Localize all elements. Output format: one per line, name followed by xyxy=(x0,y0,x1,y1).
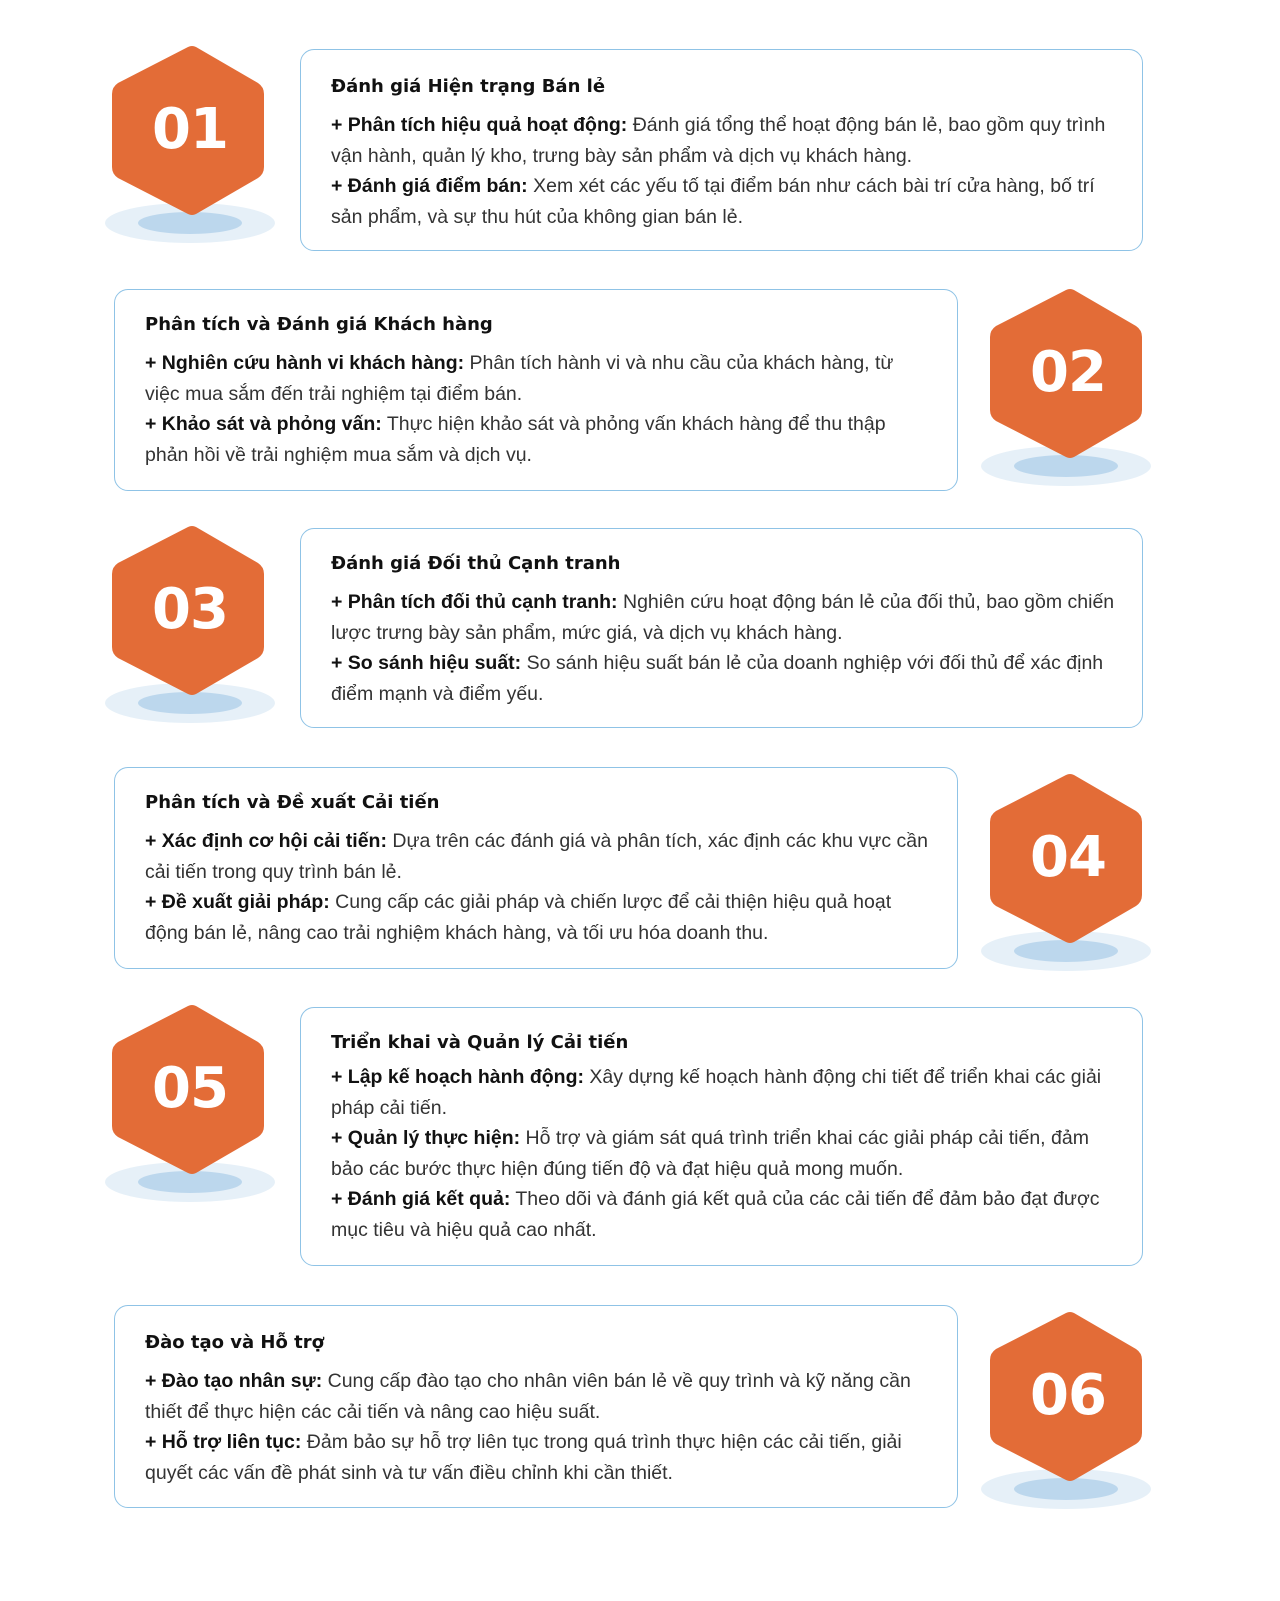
step-item xyxy=(331,1184,1102,1245)
item-text: Dựa trên các đánh giá và phân tích, xác định các khu vực cần cải tiến trong quy trình bán lẻ. xyxy=(145,830,928,883)
item-text: So sánh hiệu suất bán lẻ của doanh nghiệp với đối thủ để xác định điểm mạnh và điểm yếu. xyxy=(331,652,1104,705)
step-04-card xyxy=(114,767,958,969)
step-03-card xyxy=(300,528,1143,728)
item-label: + Đánh giá kết quả: xyxy=(331,1188,511,1210)
step-number: 03 xyxy=(152,577,228,642)
item-text: Nghiên cứu hoạt động bán lẻ của đối thủ, bao gồm chiến lược trưng bày sản phẩm, mức giá, và dịch vụ khách hàng. xyxy=(331,591,1115,644)
step-number: 05 xyxy=(152,1056,228,1121)
step-number: 02 xyxy=(1030,340,1106,405)
item-label: + Hỗ trợ liên tục: xyxy=(145,1431,302,1453)
step-05-badge xyxy=(104,1004,284,1204)
item-text: Thực hiện khảo sát và phỏng vấn khách hàng để thu thập phản hồi về trải nghiệm mua sắm và dịch vụ. xyxy=(145,413,886,466)
item-text: Đảm bảo sự hỗ trợ liên tục trong quá trình thực hiện các cải tiến, giải quyết các vấn đề phát sinh và tư vấn điều chỉnh khi cần thiết. xyxy=(145,1431,902,1484)
step-title: Phân tích và Đánh giá Khách hàng xyxy=(145,314,493,335)
item-label: + Xác định cơ hội cải tiến: xyxy=(145,830,387,852)
step-02-badge xyxy=(978,288,1158,488)
step-item xyxy=(145,1366,927,1427)
item-label: + Lập kế hoạch hành động: xyxy=(331,1066,584,1088)
step-item xyxy=(331,110,1112,171)
item-text: Phân tích hành vi và nhu cầu của khách hàng, từ việc mua sắm đến trải nghiệm tại điểm bán. xyxy=(145,352,894,405)
step-item xyxy=(145,826,937,887)
item-label: + Quản lý thực hiện: xyxy=(331,1127,521,1149)
step-02-card xyxy=(114,289,958,491)
item-label: + Phân tích đối thủ cạnh tranh: xyxy=(331,591,618,613)
step-item xyxy=(331,587,1130,648)
item-text: Cung cấp các giải pháp và chiến lược để cải thiện hiệu quả hoạt động bán lẻ, nâng cao trải nghiệm khách hàng, và tối ưu hóa doanh thu. xyxy=(145,891,892,944)
item-label: + Nghiên cứu hành vi khách hàng: xyxy=(145,352,465,374)
step-item xyxy=(145,409,927,470)
step-item xyxy=(145,1427,927,1488)
item-text: Theo dõi và đánh giá kết quả của các cải tiến để đảm bảo đạt được mục tiêu và hiệu quả cao nhất. xyxy=(331,1188,1100,1241)
step-01-card xyxy=(300,49,1143,251)
item-text: Cung cấp đào tạo cho nhân viên bán lẻ về quy trình và kỹ năng cần thiết để thực hiện các cải tiến và nâng cao hiệu suất. xyxy=(145,1370,911,1423)
step-number: 04 xyxy=(1030,825,1106,890)
step-01-badge xyxy=(104,45,284,245)
step-title: Đánh giá Đối thủ Cạnh tranh xyxy=(331,553,621,574)
step-05-card xyxy=(300,1007,1143,1266)
step-item xyxy=(145,887,937,948)
step-item xyxy=(331,1062,1102,1123)
step-title: Đánh giá Hiện trạng Bán lẻ xyxy=(331,76,606,97)
step-title: Đào tạo và Hỗ trợ xyxy=(145,1332,324,1353)
step-number: 06 xyxy=(1030,1363,1106,1428)
step-title: Triển khai và Quản lý Cải tiến xyxy=(331,1032,629,1053)
item-label: + Đào tạo nhân sự: xyxy=(145,1370,323,1392)
step-item xyxy=(145,348,927,409)
item-label: + So sánh hiệu suất: xyxy=(331,652,522,674)
step-03-badge xyxy=(104,525,284,725)
step-06-badge xyxy=(978,1311,1158,1511)
step-number: 01 xyxy=(152,97,228,162)
step-06-card xyxy=(114,1305,958,1508)
item-text: Hỗ trợ và giám sát quá trình triển khai các giải pháp cải tiến, đảm bảo các bước thực hiện đúng tiến độ và đạt hiệu quả mong muốn. xyxy=(331,1127,1089,1180)
step-item xyxy=(331,171,1112,232)
item-text: Xem xét các yếu tố tại điểm bán như cách bài trí cửa hàng, bố trí sản phẩm, và sự thu hút của không gian bán lẻ. xyxy=(331,175,1095,228)
item-label: + Đánh giá điểm bán: xyxy=(331,175,528,197)
step-title: Phân tích và Đề xuất Cải tiến xyxy=(145,792,440,813)
item-label: + Phân tích hiệu quả hoạt động: xyxy=(331,114,628,136)
item-text: Xây dựng kế hoạch hành động chi tiết để triển khai các giải pháp cải tiến. xyxy=(331,1066,1102,1119)
item-label: + Đề xuất giải pháp: xyxy=(145,891,330,913)
step-item xyxy=(331,1123,1102,1184)
step-item xyxy=(331,648,1130,709)
step-04-badge xyxy=(978,773,1158,973)
item-label: + Khảo sát và phỏng vấn: xyxy=(145,413,382,435)
item-text: Đánh giá tổng thể hoạt động bán lẻ, bao gồm quy trình vận hành, quản lý kho, trưng bày sản phẩm và dịch vụ khách hàng. xyxy=(331,114,1106,167)
